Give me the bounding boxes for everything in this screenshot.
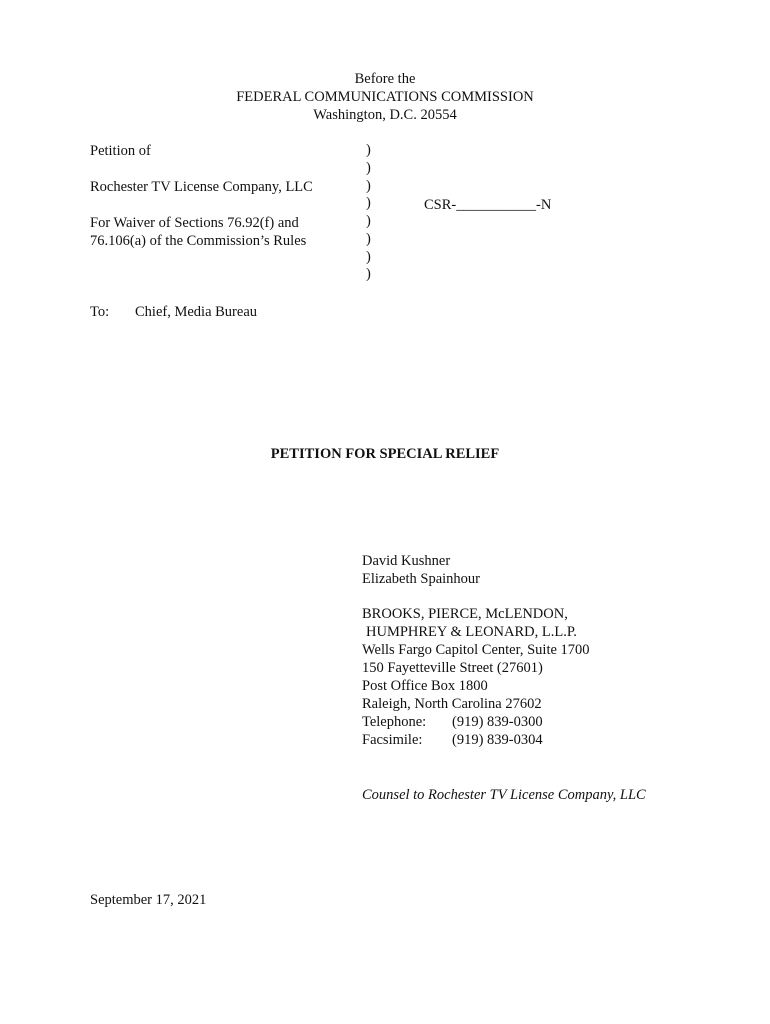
caption-petition-of: Petition of	[90, 143, 151, 159]
header-agency: FEDERAL COMMUNICATIONS COMMISSION	[236, 89, 534, 105]
address-line: Wells Fargo Capitol Center, Suite 1700	[362, 642, 590, 658]
caption-licensee: Rochester TV License Company, LLC	[90, 179, 313, 195]
facsimile-number: (919) 839-0304	[452, 732, 543, 748]
header-before: Before the	[354, 71, 416, 87]
paren: )	[366, 213, 371, 229]
case-caption	[90, 142, 313, 250]
paren: )	[366, 230, 371, 247]
addressee-label: To:	[90, 304, 110, 320]
caption-parentheses	[366, 142, 371, 284]
paren: )	[366, 159, 371, 176]
addressee-value: Chief, Media Bureau	[135, 304, 258, 320]
firm-name-line-2: HUMPHREY & LEONARD, L.L.P.	[366, 624, 577, 640]
paren: )	[366, 248, 371, 265]
counsel-name: Elizabeth Spainhour	[362, 571, 480, 587]
counsel-name: David Kushner	[362, 553, 451, 569]
firm-name-line-1: BROOKS, PIERCE, McLENDON,	[362, 606, 568, 622]
counsel-block	[362, 552, 590, 749]
telephone-line	[362, 713, 590, 731]
address-line: 150 Fayetteville Street (27601)	[362, 660, 543, 676]
filing-date: September 17, 2021	[90, 892, 207, 908]
document-header	[0, 70, 770, 124]
counsel-role: Counsel to Rochester TV License Company, LLC	[362, 787, 646, 803]
header-location: Washington, D.C. 20554	[313, 107, 457, 123]
telephone-label: Telephone:	[362, 714, 427, 730]
paren: )	[366, 177, 371, 194]
docket-number: CSR-___________-N	[424, 197, 552, 213]
paren: )	[366, 195, 371, 212]
telephone-number: (919) 839-0300	[452, 714, 543, 730]
facsimile-label: Facsimile:	[362, 732, 423, 748]
facsimile-line	[362, 731, 590, 749]
paren: )	[366, 266, 371, 283]
caption-waiver-line-2: 76.106(a) of the Commission’s Rules	[90, 233, 307, 249]
caption-waiver-line-1: For Waiver of Sections 76.92(f) and	[90, 215, 299, 231]
address-line: Post Office Box 1800	[362, 678, 488, 694]
addressee-line	[90, 303, 257, 321]
address-line: Raleigh, North Carolina 27602	[362, 696, 542, 712]
document-title: PETITION FOR SPECIAL RELIEF	[270, 446, 500, 462]
paren: )	[366, 142, 371, 158]
